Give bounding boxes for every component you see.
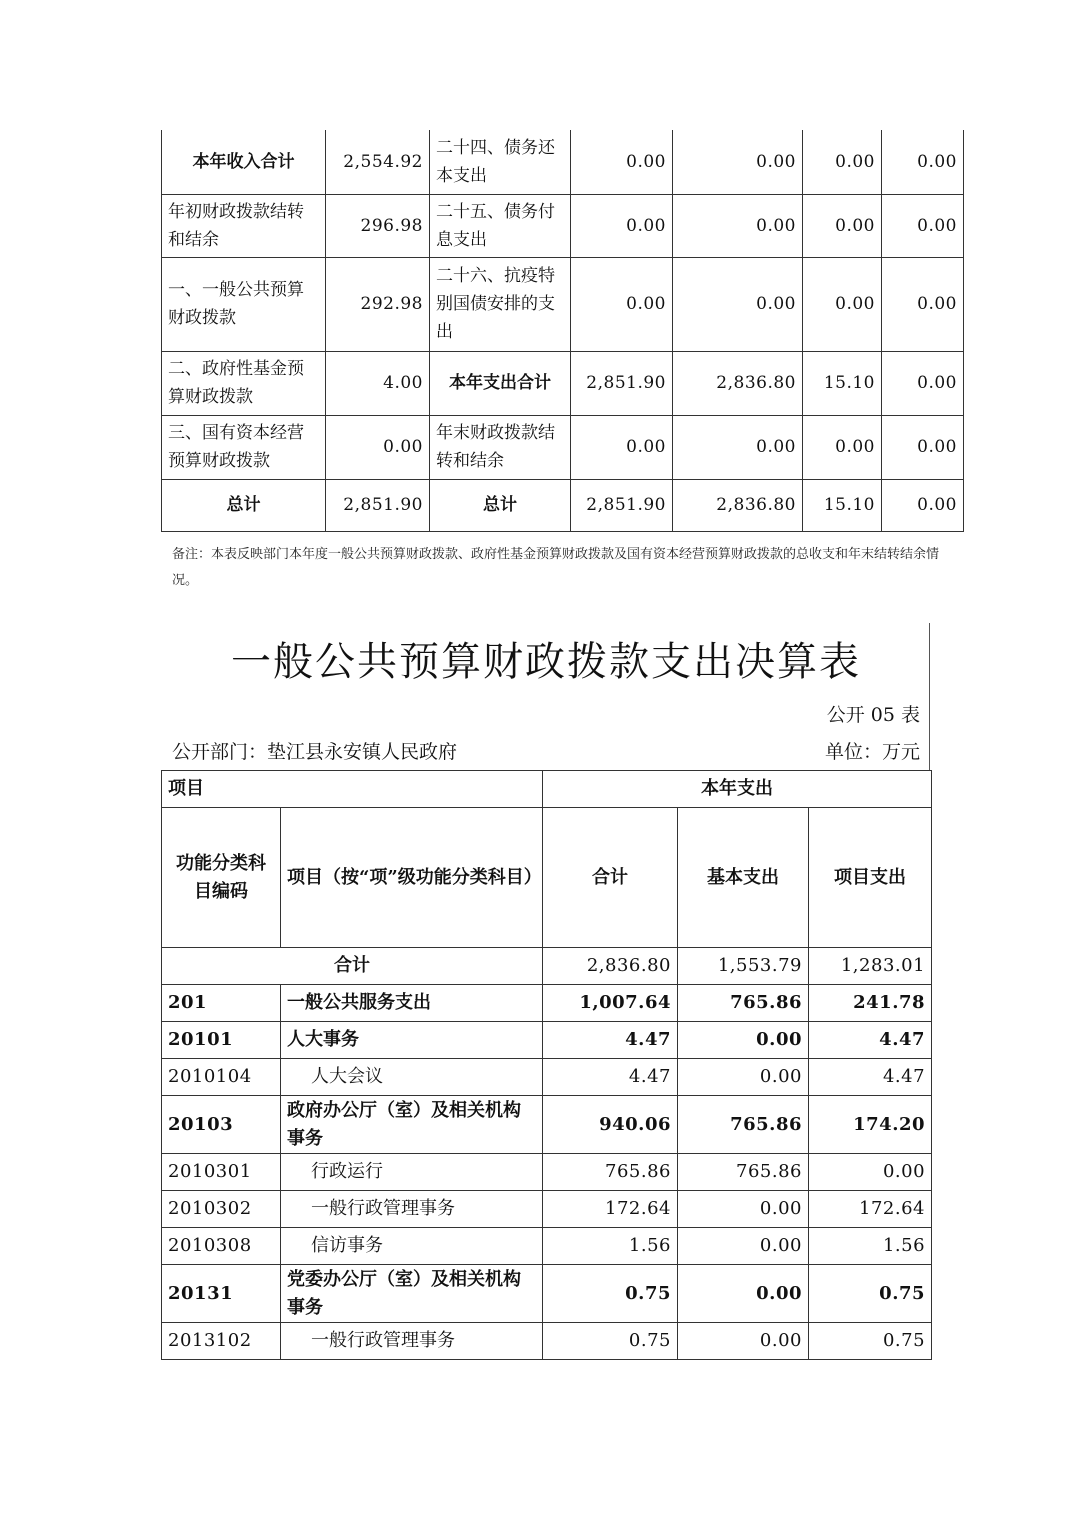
row-total: 4.47 <box>543 1059 678 1096</box>
row-total: 172.64 <box>543 1191 678 1228</box>
income-amount: 4.00 <box>326 351 430 415</box>
expense-fund: 0.00 <box>803 415 882 479</box>
row-code: 2010308 <box>162 1228 281 1265</box>
expense-total: 0.00 <box>571 415 673 479</box>
expense-general: 2,836.80 <box>673 479 803 531</box>
row-basic: 0.00 <box>678 1265 809 1323</box>
income-item: 年初财政拨款结转和结余 <box>162 194 326 257</box>
row-name: 党委办公厅（室）及相关机构事务 <box>281 1265 543 1323</box>
row-code: 2010302 <box>162 1191 281 1228</box>
row-proj: 4.47 <box>809 1022 932 1059</box>
table-row <box>162 1059 932 1096</box>
income-item: 三、国有资本经营预算财政拨款 <box>162 415 326 479</box>
row-name: 信访事务 <box>281 1228 543 1265</box>
row-total: 940.06 <box>543 1096 678 1154</box>
expense-item: 二十四、债务还本支出 <box>430 130 571 194</box>
row-code: 201 <box>162 985 281 1022</box>
row-name: 政府办公厅（室）及相关机构事务 <box>281 1096 543 1154</box>
summary-row <box>162 194 964 257</box>
row-basic: 0.00 <box>678 1191 809 1228</box>
total-proj: 1,283.01 <box>809 948 932 985</box>
income-item: 总计 <box>162 479 326 531</box>
expense-item: 总计 <box>430 479 571 531</box>
expense-fund: 15.10 <box>803 479 882 531</box>
expense-state-capital: 0.00 <box>882 257 964 351</box>
expense-total: 0.00 <box>571 194 673 257</box>
header-code: 功能分类科目编码 <box>162 808 281 948</box>
summary-row <box>162 479 964 531</box>
row-name: 一般行政管理事务 <box>281 1323 543 1360</box>
table-row <box>162 1191 932 1228</box>
income-amount: 0.00 <box>326 415 430 479</box>
row-name: 一般公共服务支出 <box>281 985 543 1022</box>
expense-general: 0.00 <box>673 257 803 351</box>
expense-state-capital: 0.00 <box>882 415 964 479</box>
header-name: 项目（按“项”级功能分类科目） <box>281 808 543 948</box>
expense-item: 二十六、抗疫特别国债安排的支出 <box>430 257 571 351</box>
row-basic: 0.00 <box>678 1228 809 1265</box>
expense-fund: 15.10 <box>803 351 882 415</box>
total-label: 合计 <box>162 948 543 985</box>
table-row <box>162 1228 932 1265</box>
page-title: 一般公共预算财政拨款支出决算表 <box>231 639 861 685</box>
row-code: 20103 <box>162 1096 281 1154</box>
row-basic: 765.86 <box>678 985 809 1022</box>
row-proj: 0.75 <box>809 1323 932 1360</box>
total-basic: 1,553.79 <box>678 948 809 985</box>
table-row <box>162 1022 932 1059</box>
income-amount: 2,851.90 <box>326 479 430 531</box>
row-basic: 765.86 <box>678 1154 809 1191</box>
expense-fund: 0.00 <box>803 130 882 194</box>
row-total: 0.75 <box>543 1265 678 1323</box>
expense-total: 0.00 <box>571 257 673 351</box>
expense-total: 0.00 <box>571 130 673 194</box>
row-code: 2010104 <box>162 1059 281 1096</box>
total-row <box>162 948 932 985</box>
row-total: 0.75 <box>543 1323 678 1360</box>
table-row <box>162 985 932 1022</box>
row-name: 一般行政管理事务 <box>281 1191 543 1228</box>
row-name: 人大事务 <box>281 1022 543 1059</box>
row-name: 人大会议 <box>281 1059 543 1096</box>
row-basic: 0.00 <box>678 1022 809 1059</box>
expense-item: 本年支出合计 <box>430 351 571 415</box>
expense-fund: 0.00 <box>803 194 882 257</box>
expense-item: 年末财政拨款结转和结余 <box>430 415 571 479</box>
unit-label: 单位：万元 <box>824 741 920 763</box>
expense-total: 2,851.90 <box>571 479 673 531</box>
row-name: 行政运行 <box>281 1154 543 1191</box>
row-proj: 241.78 <box>809 985 932 1022</box>
expenditure-table <box>161 770 932 1360</box>
income-item: 一、一般公共预算财政拨款 <box>162 257 326 351</box>
expense-state-capital: 0.00 <box>882 194 964 257</box>
expense-general: 0.00 <box>673 415 803 479</box>
department-label: 公开部门：垫江县永安镇人民政府 <box>172 741 458 763</box>
row-proj: 0.75 <box>809 1265 932 1323</box>
income-amount: 296.98 <box>326 194 430 257</box>
row-code: 2013102 <box>162 1323 281 1360</box>
summary-row <box>162 415 964 479</box>
expense-general: 2,836.80 <box>673 351 803 415</box>
table-row <box>162 1096 932 1154</box>
summary-row <box>162 351 964 415</box>
table-row <box>162 1154 932 1191</box>
expense-general: 0.00 <box>673 194 803 257</box>
row-code: 2010301 <box>162 1154 281 1191</box>
header-total: 合计 <box>543 808 678 948</box>
expense-state-capital: 0.00 <box>882 479 964 531</box>
row-total: 1,007.64 <box>543 985 678 1022</box>
header-row-2 <box>162 808 932 948</box>
row-basic: 0.00 <box>678 1059 809 1096</box>
summary-row <box>162 257 964 351</box>
income-item: 二、政府性基金预算财政拨款 <box>162 351 326 415</box>
row-proj: 1.56 <box>809 1228 932 1265</box>
expense-general: 0.00 <box>673 130 803 194</box>
row-total: 1.56 <box>543 1228 678 1265</box>
expense-total: 2,851.90 <box>571 351 673 415</box>
row-proj: 172.64 <box>809 1191 932 1228</box>
header-row-1 <box>162 771 932 808</box>
row-total: 4.47 <box>543 1022 678 1059</box>
header-basic: 基本支出 <box>678 808 809 948</box>
expense-state-capital: 0.00 <box>882 351 964 415</box>
row-basic: 0.00 <box>678 1323 809 1360</box>
total-total: 2,836.80 <box>543 948 678 985</box>
table-row <box>162 1323 932 1360</box>
table-note: 备注：本表反映部门本年度一般公共预算财政拨款、政府性基金预算财政拨款及国有资本经营预算财政拨款的总收支和年末结转结余情况。 <box>172 547 940 588</box>
income-amount: 2,554.92 <box>326 130 430 194</box>
expense-state-capital: 0.00 <box>882 130 964 194</box>
row-proj: 174.20 <box>809 1096 932 1154</box>
row-total: 765.86 <box>543 1154 678 1191</box>
expense-fund: 0.00 <box>803 257 882 351</box>
income-expense-summary-table <box>161 130 964 532</box>
row-code: 20131 <box>162 1265 281 1323</box>
row-code: 20101 <box>162 1022 281 1059</box>
income-item: 本年收入合计 <box>162 130 326 194</box>
expense-item: 二十五、债务付息支出 <box>430 194 571 257</box>
income-amount: 292.98 <box>326 257 430 351</box>
header-project: 项目 <box>162 771 543 808</box>
header-proj: 项目支出 <box>809 808 932 948</box>
table-number: 公开 05 表 <box>826 704 920 726</box>
header-this-year: 本年支出 <box>543 771 932 808</box>
summary-row <box>162 130 964 194</box>
row-basic: 765.86 <box>678 1096 809 1154</box>
row-proj: 4.47 <box>809 1059 932 1096</box>
row-proj: 0.00 <box>809 1154 932 1191</box>
table-row <box>162 1265 932 1323</box>
